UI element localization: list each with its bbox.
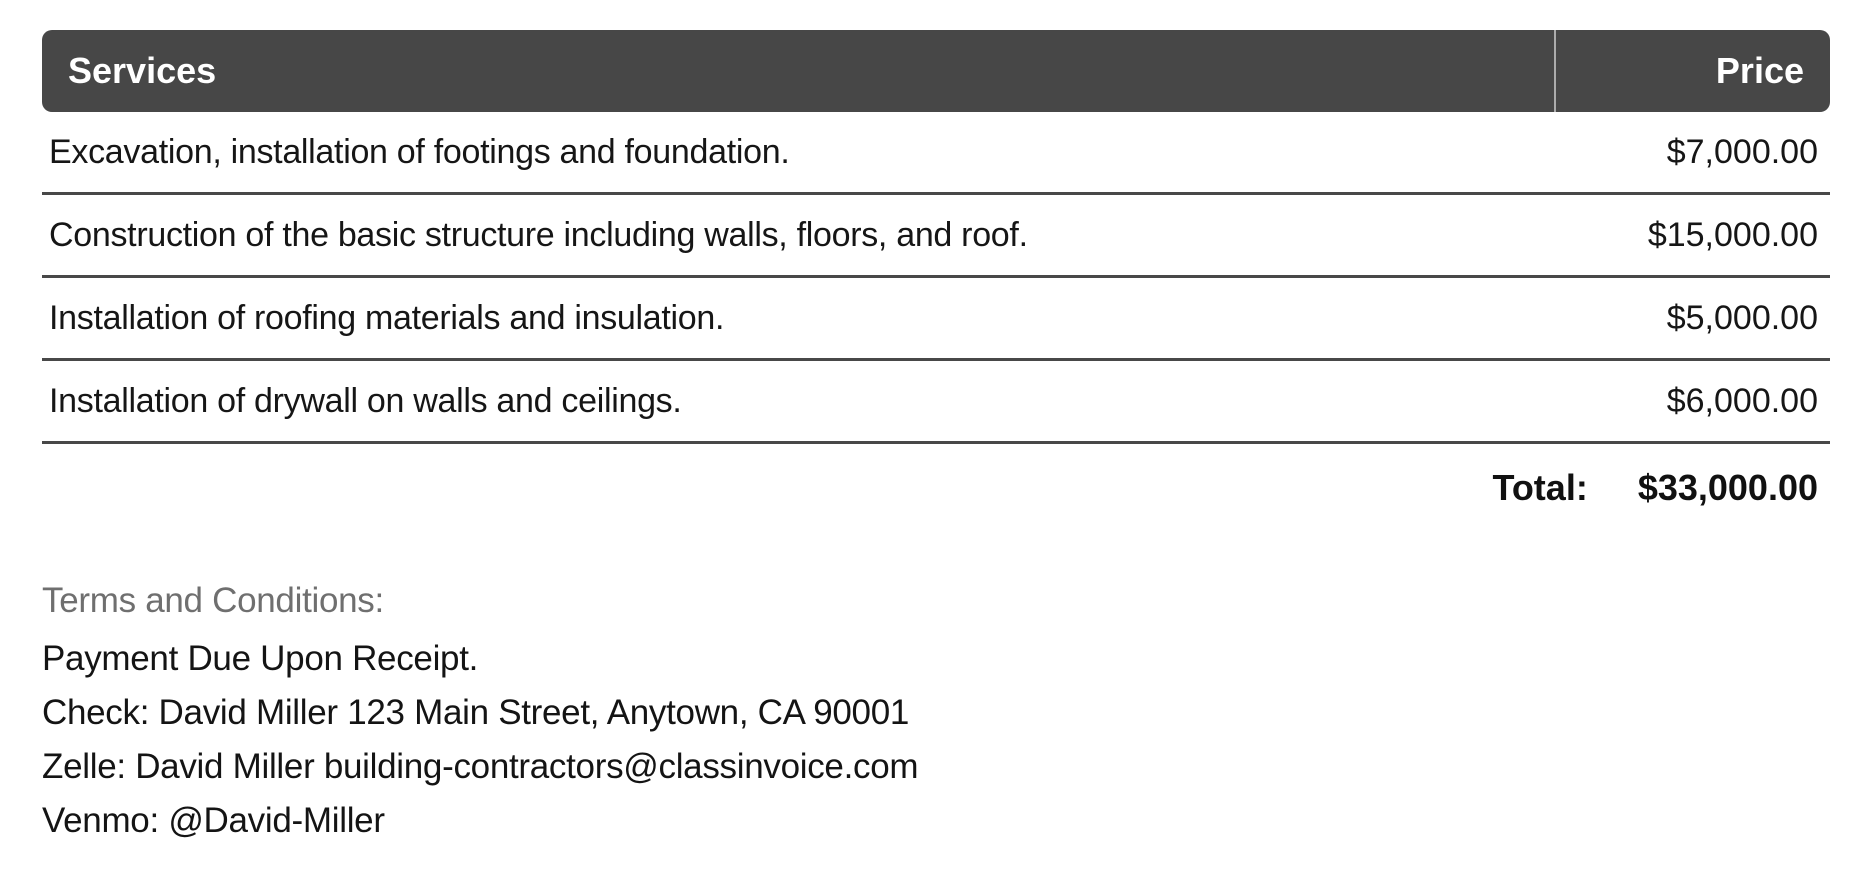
total-label: Total: [1492, 467, 1588, 508]
total-amount: $33,000.00 [1637, 467, 1818, 508]
service-cell: Installation of roofing materials and insulation. [49, 298, 725, 337]
terms-line-venmo: Venmo: @David-Miller [42, 801, 385, 840]
terms-line-payment-due: Payment Due Upon Receipt. [42, 639, 479, 678]
table-row [42, 112, 1830, 195]
price-column-header: Price [1554, 30, 1830, 112]
price-cell: $7,000.00 [1666, 132, 1818, 171]
terms-and-conditions-section [42, 574, 1830, 848]
table-row [42, 195, 1830, 278]
total-row [42, 444, 1830, 532]
table-row [42, 361, 1830, 444]
terms-line-zelle: Zelle: David Miller building-contractors@classinvoice.com [42, 747, 919, 786]
service-cell: Excavation, installation of footings and foundation. [49, 132, 790, 171]
services-table [42, 30, 1830, 532]
terms-line-check: Check: David Miller 123 Main Street, Anytown, CA 90001 [42, 693, 910, 732]
services-column-header: Services [68, 50, 217, 91]
service-cell: Construction of the basic structure including walls, floors, and roof. [49, 215, 1028, 254]
price-cell: $15,000.00 [1647, 215, 1818, 254]
price-cell: $5,000.00 [1666, 298, 1818, 337]
table-row [42, 278, 1830, 361]
price-cell: $6,000.00 [1666, 381, 1818, 420]
terms-title: Terms and Conditions: [42, 581, 384, 620]
service-cell: Installation of drywall on walls and ceilings. [49, 381, 682, 420]
table-header-row [42, 30, 1830, 112]
